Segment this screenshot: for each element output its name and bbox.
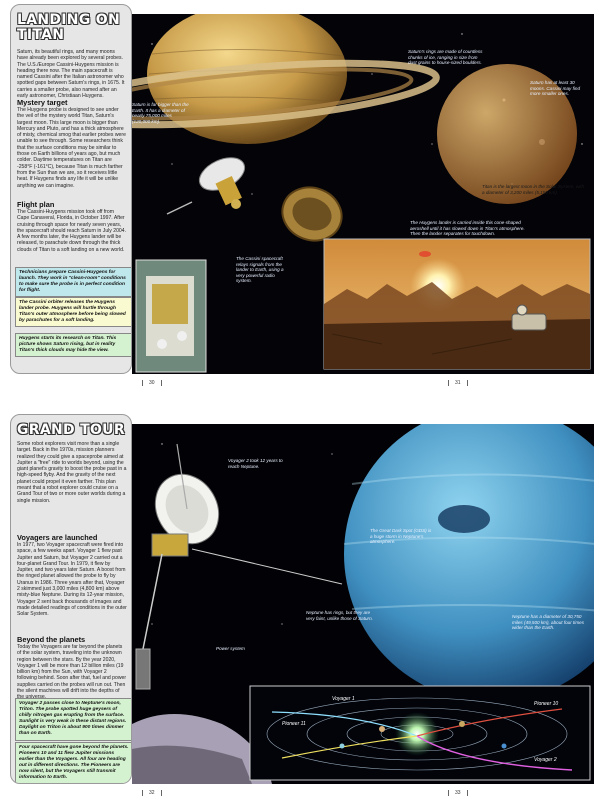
label-voyager-2: Voyager 2 — [534, 757, 557, 763]
great-dark-spot — [438, 505, 490, 533]
label-pioneer-10: Pioneer 10 — [534, 701, 559, 707]
page-number: 30 — [142, 380, 162, 386]
caption-voyager-2: Voyager 2 took 12 years to reach Neptune. — [228, 458, 283, 469]
clean-room-photo — [136, 260, 206, 372]
label-voyager-1: Voyager 1 — [332, 696, 355, 702]
page-number: 31 — [448, 380, 468, 386]
caption-box: Four spacecraft have gone beyond the planets. Pioneers 10 and 11 flew Jupiter missions earlier than the Voyagers. All four are heading out in different directions. The Pioneers are now silent, but the Voyagers still transmit information to Earth. — [15, 742, 132, 784]
caption-relay: The Cassini spacecraft relays signals from the lander to Earth, using a very powerful radio system. — [236, 256, 284, 284]
section-heading: Flight plan — [17, 200, 55, 209]
section-heading: Beyond the planets — [17, 635, 86, 644]
text-column — [10, 414, 132, 784]
page-title: LANDING ON TITAN — [17, 12, 121, 43]
caption-dark-spot: The Great Dark Spot (GDS) is a huge storm in Neptune's atmosphere. — [370, 528, 432, 545]
space-scene — [132, 424, 594, 784]
caption-box: Voyager 2 passes close to Neptune's moon, Triton. The probe spotted huge geysers of chilly nitrogen gas erupting from the surface. Sunlight is very weak in these distant regions. Daylight on Triton is about 900 times dimmer than on Earth. — [15, 698, 132, 741]
illustration-saturn-titan — [132, 14, 594, 374]
caption-box: The Cassini orbiter releases the Huygens lander probe. Huygens will hurtle through Titan's outer atmosphere before being slowed by parachutes for a soft landing. — [15, 297, 132, 327]
caption-neptune-diameter: Neptune has a diameter of 30,750 miles (49,500 km), about four times wider than the Earth. — [512, 614, 584, 631]
body-paragraph: Today the Voyagers are far beyond the planets of the solar system, traveling into the unknown region between the stars. By the year 2020, Voyager 1 will be more than 12 billion miles (19 billion km) from the Sun, with Voyager 2 following behind. Soon after that, fuel and power supplies carried on the probes will run out. Then the silent machines will drift into the depths of — [17, 644, 127, 695]
caption-power-system: Power system — [216, 646, 245, 651]
spread-grand-tour — [0, 412, 600, 798]
caption-neptune-rings: Neptune has rings, but they are very faint, unlike those of Saturn. — [306, 610, 373, 621]
spread-landing-on-titan — [0, 2, 600, 388]
titan-surface-inset — [324, 239, 590, 369]
page-title: GRAND TOUR — [17, 422, 125, 438]
text-column — [10, 4, 132, 374]
label-pioneer-11: Pioneer 11 — [282, 721, 306, 727]
caption-box: Huygens starts its research on Titan. This picture shows Saturn rising, but in reality Titan's thick clouds may hide the view. — [15, 333, 132, 357]
page-number: 33 — [448, 790, 468, 796]
intro-paragraph: Some robot explorers visit more than a single target. Back in the 1970s, mission planners realized they could give a spaceprobe aimed at Jupiter a "free" ride to worlds beyond, using the giant planet's gravity to boost the probe past in a high-speed flyby. And the gravity of the next planet could propel it even farther. This plan meant that a robot explorer could cruise on a Grand Tour of two or more outer worlds during a single mission. — [17, 441, 127, 504]
parachute — [419, 251, 431, 257]
section-heading: Voyagers are launched — [17, 533, 98, 542]
caption-titan: Titan is the largest moon in the Solar System, with a diameter of 3,200 miles (5,150 km). — [482, 184, 585, 195]
caption-box: Technicians prepare Cassini-Huygens for launch. They work in "clean-room" conditions to make sure the probe is in perfect condition for flight. — [15, 267, 132, 297]
intro-paragraph: Saturn, its beautiful rings, and many moons have already been explored by several probes. The U.S./Europe Cassini-Huygens mission is heading there now. The main spacecraft is named Cassini after the Italian astronomer who spotted gaps between Saturn's rings, in 1675. It carries a smaller probe, also named after an early astronomer, Christiaan Huygens. — [17, 49, 125, 100]
body-paragraph: In 1977, two Voyager spacecraft were fired into space, a few weeks apart. Voyager 1 flew past Jupiter and Saturn, but Voyager 2 carried out a four-planet Grand Tour. In 1979, it flew by Jupiter, and two years later Saturn. A boost from the ringed planet allowed the probe to fly by Uranus in 1986. Three years after that, Voyager 2 skimmed just 3,000 miles (4,800 km) above misty-blue Neptune. During its 12-year mission, Voyager 2 sent back thousands of images and made detailed readings of conditions in the outer Solar System. — [17, 542, 127, 618]
body-paragraph: The Cassini-Huygens mission took off from Cape Canaveral, Florida, in October 1997. After cruising through space for nearly seven years, the spacecraft should reach Saturn in July 2004. A few months later, the Huygens lander will be released, to parachute down through the thick clouds of Titan to a soft landing on a new world. — [17, 209, 127, 253]
caption-rings: Saturn's rings are made of countless chunks of ice, ranging in size from dust grains to house-sized boulders. — [408, 49, 483, 66]
caption-lander: The Huygens lander is carried inside this cone-shaped aeroshell until it has slowed down in Titan's atmosphere. Then the lander separates for touchdown. — [410, 220, 525, 237]
caption-moons: Saturn has at least 30 moons. Cassini may find more smaller ones. — [530, 80, 581, 97]
section-heading: Mystery target — [17, 98, 68, 107]
sun — [395, 712, 439, 756]
illustration-voyager-neptune — [132, 424, 594, 784]
caption-saturn: Saturn is far bigger than the Earth. It has a diameter of nearly 75,000 miles (120,000 km). — [132, 102, 189, 124]
page-number: 32 — [142, 790, 162, 796]
huygens-lander — [512, 314, 546, 330]
body-paragraph: The Huygens probe is designed to see under the veil of the mystery world Titan, Saturn's largest moon. This large moon is bigger than Mercury and Pluto, and has a thick atmosphere of misty, chemical smog that earlier probes were unable to see through. Some researchers think that the surface conditions may be similar to those on Earth billions of years ago, but much colder. Daytime temperatures on Titan are -258°F (-161°C), because Titan is much farther from the Sun than we are, so it receives little heat. If Huygens finds any life it will be unlike anything we can imagine. — [17, 107, 126, 189]
